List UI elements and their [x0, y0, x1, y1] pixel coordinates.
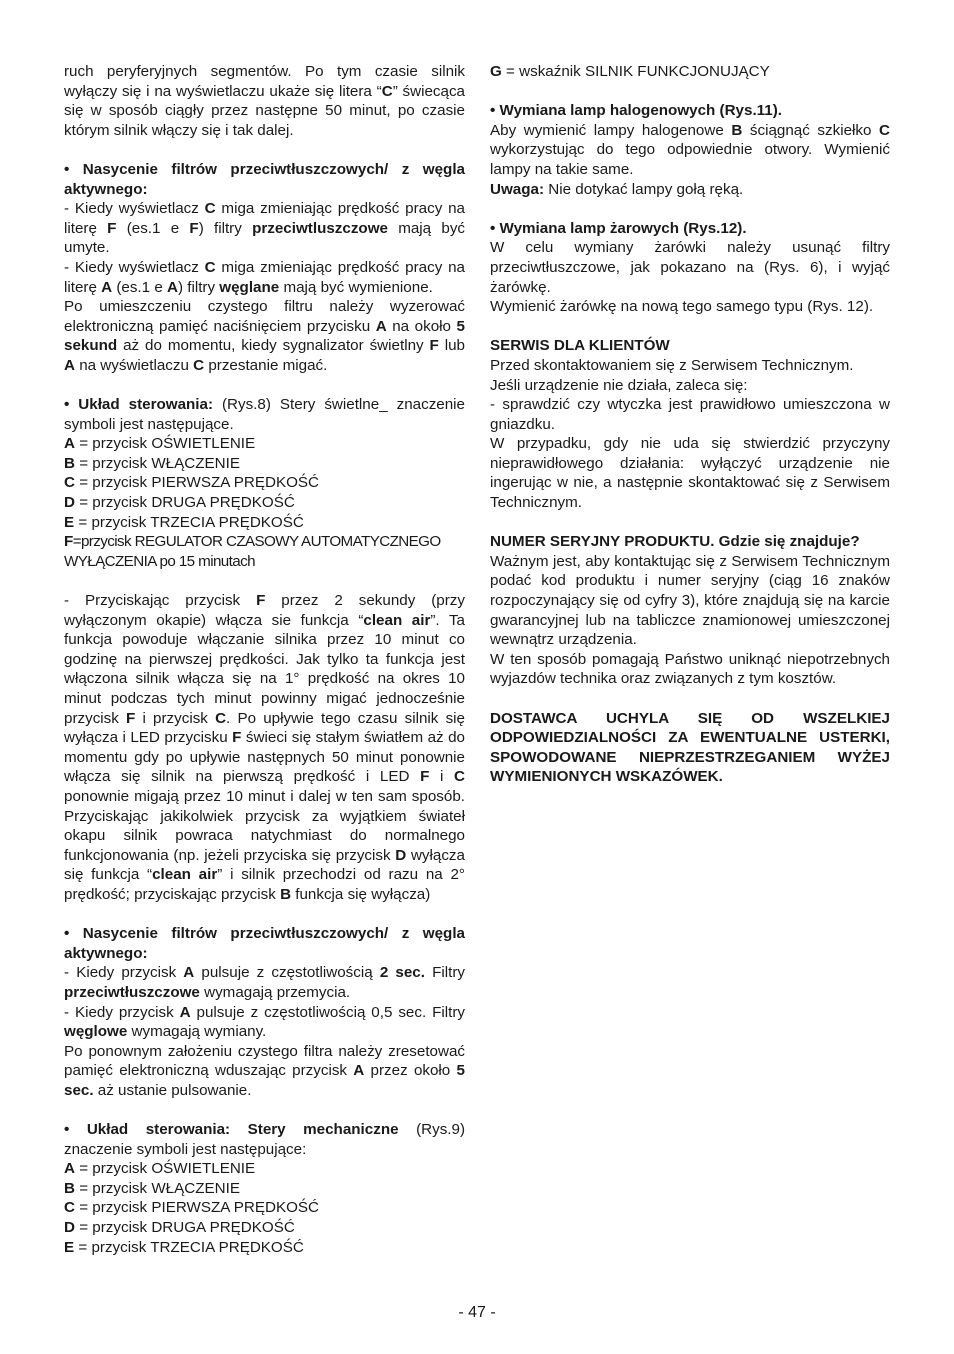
- right-column: [490, 62, 890, 787]
- control2-item: A = przycisk OŚWIETLENIE: [64, 1160, 256, 1178]
- control1-item: E = przycisk TRZECIA PRĘDKOŚĆ: [64, 513, 304, 531]
- service-heading: SERWIS DLA KLIENTÓW: [490, 337, 670, 355]
- intro-paragraph: ruch peryferyjnych segmentów. Po tym czasie silnik wyłączy się i na wyświetlaczu ukaże się litera “C” świecąca się w sposób ciągły przez następne 50 minut, po czasie którym silnik włączy się i tak dalej.: [64, 63, 465, 139]
- clean-air-paragraph: - Przyciskając przycisk F przez 2 sekundy (przy wyłączonym okapie) włącza sie funkcja “clean air”. Ta funkcja powoduje włączanie silnika przez 10 minut co godzinę na pierwszej prędkości. Jak tylko ta funkcja jest włączona silnik włącza się na 1° prędkość na okres 10 minut podczas tych minut powinny migać jednocześnie przycisk F i przycisk C. Po upływie tego czasu silnik się wyłącza i LED przycisku F świeci się stałym światłem aż do momentu gdy po upływie następnych 50 minut ponownie włącza się silnik na pierwszą prędkość i LED F i C ponownie migają przez 10 minut i dalej w ten sam sposób. Przyciskając jakikolwiek przycisk za wyjątkiem świateł okapu silnik powraca natychmiast do normalnego funkcjonowania (np. jeżeli przyciska się przycisk D wyłącza się funkcja “clean air” i silnik przechodzi od razu na 2° prędkość; przyciskając przycisk B funkcja się wyłącza): [64, 592, 465, 903]
- filters2-paragraph-2: - Kiedy przycisk A pulsuje z częstotliwością 0,5 sec. Filtry węglowe wymagają wymiany.: [64, 1003, 465, 1041]
- filters2-paragraph-3: Po ponownym założeniu czystego filtra należy zresetować pamięć elektroniczną wduszając przycisk A przez około 5 sec. aż ustanie pulsowanie.: [64, 1042, 465, 1099]
- filters1-heading: • Nasycenie filtrów przeciwtłuszczowych/ z węgla aktywnego:: [64, 160, 465, 198]
- control1-item: A = przycisk OŚWIETLENIE: [64, 435, 256, 453]
- service-paragraph-4: W przypadku, gdy nie uda się stwierdzić przyczyny nieprawidłowego działania: wyłączyć urządzenie nie ingerując w nie, a następnie skontaktować się z Serwisem Technicznym.: [490, 435, 890, 512]
- serial-paragraph-2: W ten sposób pomagają Państwo uniknąć niepotrzebnych wyjazdów technika oraz związanych z tym kosztów.: [490, 650, 890, 688]
- control1-intro: • Układ sterowania: (Rys.8) Stery świetlne_ znaczenie symboli jest następujące.: [64, 396, 466, 433]
- control2-item: B = przycisk WŁĄCZENIE: [64, 1179, 240, 1197]
- page-number: - 47 -: [458, 1304, 496, 1321]
- bulb-paragraph-1: W celu wymiany żarówki należy usunąć filtry przeciwtłuszczowe, jak pokazano na (Rys. 6), i wyjąć żarówkę.: [490, 239, 890, 296]
- bulb-paragraph-2: Wymienić żarówkę na nową tego samego typu (Rys. 12).: [490, 298, 874, 316]
- control1-item-timer: F=przycisk REGULATOR CZASOWY AUTOMATYCZNEGO WYŁĄCZENIA po 15 minutach: [64, 533, 441, 570]
- service-paragraph-1: Przed skontaktowaniem się z Serwisem Technicznym.: [490, 356, 854, 374]
- filters1-paragraph-1: - Kiedy wyświetlacz C miga zmieniając prędkość pracy na literę F (es.1 e F) filtry przeciwtluszczowe mają być umyte.: [64, 200, 466, 257]
- halogen-paragraph: Aby wymienić lampy halogenowe B ściągnąć szkiełko C wykorzystując do tego odpowiednie otwory. Wymienić lampy na takie same.: [490, 121, 890, 178]
- serial-heading: NUMER SERYJNY PRODUKTU. Gdzie się znajduje?: [490, 533, 860, 551]
- control2-item: C = przycisk PIERWSZA PRĘDKOŚĆ: [64, 1199, 320, 1217]
- serial-paragraph-1: Ważnym jest, aby kontaktując się z Serwisem Technicznym podać kod produktu i numer seryjny (ciąg 16 znaków rozpoczynający się od cyfry 3), które znajdują się na karcie gwarancyjnej lub na tabliczce znamionowej umieszczonej wewnątrz urządzenia.: [490, 552, 890, 649]
- control2-item: D = przycisk DRUGA PRĘDKOŚĆ: [64, 1219, 295, 1237]
- halogen-warning: Uwaga: Nie dotykać lampy gołą ręką.: [490, 180, 744, 198]
- service-paragraph-2: Jeśli urządzenie nie działa, zaleca się:: [490, 376, 748, 394]
- disclaimer: DOSTAWCA UCHYLA SIĘ OD WSZELKIEJ ODPOWIEDZIALNOŚCI ZA EWENTUALNE USTERKI, SPOWODOWANE NIEPRZESTRZEGANIEM WYŻEJ WYMIENIONYCH WSKAZÓWEK.: [490, 709, 890, 786]
- g-indicator-item: G = wskaźnik SILNIK FUNKCJONUJĄCY: [490, 63, 770, 80]
- control2-item: E = przycisk TRZECIA PRĘDKOŚĆ: [64, 1238, 304, 1256]
- service-paragraph-3: - sprawdzić czy wtyczka jest prawidłowo umieszczona w gniazdku.: [490, 396, 890, 433]
- control1-item: B = przycisk WŁĄCZENIE: [64, 454, 240, 472]
- control1-item: C = przycisk PIERWSZA PRĘDKOŚĆ: [64, 474, 320, 492]
- filters2-heading: • Nasycenie filtrów przeciwtłuszczowych/ z węgla aktywnego:: [64, 925, 465, 962]
- control1-item: D = przycisk DRUGA PRĘDKOŚĆ: [64, 494, 295, 512]
- left-column: [64, 62, 465, 1257]
- filters2-paragraph-1: - Kiedy przycisk A pulsuje z częstotliwością 2 sec. Filtry przeciwtłuszczowe wymagają przemycia.: [64, 964, 465, 1001]
- bulb-heading: • Wymiana lamp żarowych (Rys.12).: [490, 219, 747, 237]
- filters1-paragraph-3: Po umieszczeniu czystego filtru należy wyzerować elektroniczną pamięć naciśnięciem przycisku A na około 5 sekund aż do momentu, kiedy sygnalizator świetlny F lub A na wyświetlaczu C przestanie migać.: [64, 298, 465, 374]
- halogen-heading: • Wymiana lamp halogenowych (Rys.11).: [490, 102, 782, 120]
- control2-intro: • Układ sterowania: Stery mechaniczne (Rys.9) znaczenie symboli jest następujące:: [64, 1121, 466, 1158]
- filters1-paragraph-2: - Kiedy wyświetlacz C miga zmieniając prędkość pracy na literę A (es.1 e A) filtry węglane mają być wymienione.: [64, 258, 465, 296]
